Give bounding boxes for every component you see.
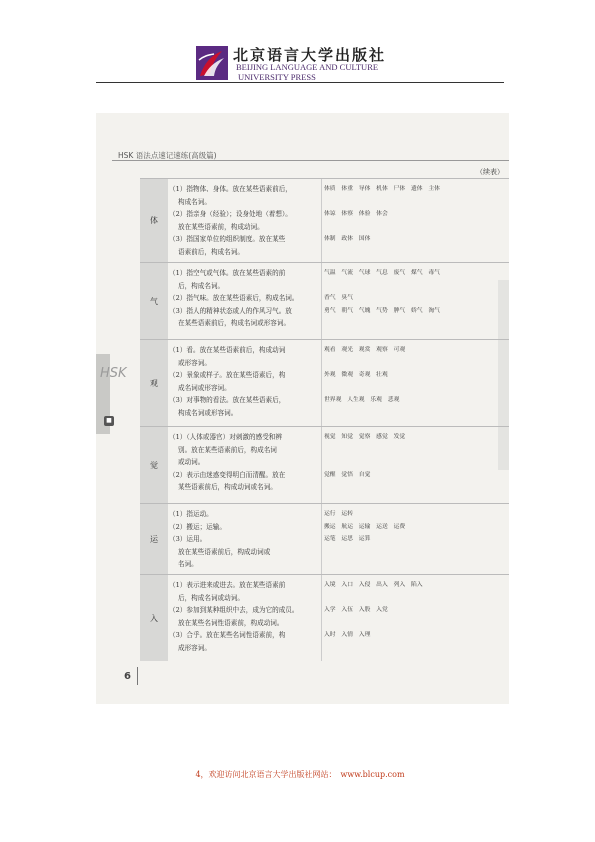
row-words — [324, 267, 506, 317]
definition-line: 放在某些语素前，构成动词。 — [178, 222, 264, 231]
definition-line: 在某些语素前后，构成名词或形容词。 — [178, 319, 291, 327]
bird-logo-icon — [196, 46, 228, 80]
table-row — [140, 263, 509, 340]
words-line — [324, 456, 506, 469]
definition-line: 构成名词或形容词。 — [178, 408, 238, 417]
column-divider — [321, 575, 322, 661]
words-line: 入境 入口 入侵 出入 列入 陷入 — [324, 582, 423, 588]
table-row — [140, 179, 509, 263]
definition-line: （1）指运动。 — [169, 510, 213, 518]
book-running-title: HSK 语法点速记速练(高级篇) — [118, 151, 217, 160]
words-line — [324, 617, 506, 630]
row-term: 体 — [140, 179, 168, 262]
row-words — [324, 344, 506, 407]
definition-line: （2）搬运；运输。 — [169, 522, 226, 531]
row-definitions — [169, 267, 319, 330]
definition-line: （2）表示由迷惑变得明白而清醒。放在 — [169, 470, 286, 479]
definition-line: （1）指空气或气体。放在某些语素的前 — [169, 269, 286, 277]
row-term: 觉 — [140, 427, 168, 503]
definition-line: （1）看。放在某些语素前后，构成动词 — [169, 346, 286, 354]
header-rule — [96, 82, 504, 83]
definition-line: （1）（人体或器官）对刺激的感受和辨 — [169, 433, 282, 441]
words-line — [324, 357, 506, 370]
table-row — [140, 427, 509, 504]
column-divider — [321, 340, 322, 426]
definition-line: 放在某些名词性语素前，构成动词。 — [178, 618, 284, 627]
definition-line: 名词。 — [178, 560, 198, 568]
publisher-name-en-line2: UNIVERSITY PRESS — [238, 72, 316, 82]
words-line: 世界观 人生观 乐观 悲观 — [324, 397, 400, 403]
words-line: 入学 入伍 入股 入党 — [324, 607, 388, 613]
row-definitions — [169, 344, 319, 419]
definition-line: 后，构成名词或动词。 — [178, 593, 244, 602]
row-term: 运 — [140, 504, 168, 574]
words-line: 体制 政体 国体 — [324, 236, 371, 242]
words-line — [324, 221, 506, 234]
row-definitions — [169, 579, 319, 654]
definition-line: （1）指物体、身体。放在某些语素前后， — [169, 185, 292, 193]
row-words — [324, 431, 506, 481]
words-line: 体质 体重 导体 机体 尸体 遗体 主体 — [324, 186, 440, 192]
definition-line: 某些语素前后，构成动词或名词。 — [178, 483, 277, 491]
definition-line: 放在某些语素前后，构成动词或 — [178, 547, 271, 556]
column-divider — [321, 263, 322, 339]
definition-line: 成名词或形容词。 — [178, 383, 231, 392]
definition-line: （3）指人的精神状态或人的作风习气。放 — [169, 306, 292, 315]
definition-line: 后，构成名词。 — [178, 281, 225, 290]
words-line: 入时 入情 入理 — [324, 632, 371, 638]
definition-line: （3）运用。 — [169, 535, 207, 543]
table-row — [140, 340, 509, 427]
words-line — [324, 280, 506, 293]
row-term: 气 — [140, 263, 168, 339]
table-row — [140, 575, 509, 661]
column-divider — [321, 179, 322, 262]
publisher-name-cn: 北京语言大学出版社 — [233, 46, 387, 64]
row-definitions — [169, 183, 319, 258]
row-words — [324, 183, 506, 246]
row-definitions — [169, 431, 319, 494]
words-line: 运行 运转 — [324, 511, 353, 517]
definition-line: 成形容词。 — [178, 643, 211, 652]
words-line: 视觉 知觉 觉察 感觉 发觉 — [324, 434, 406, 440]
table-row — [140, 504, 509, 575]
row-words — [324, 508, 506, 546]
definition-line: （1）表示进来或进去。放在某些语素前 — [169, 581, 286, 589]
definition-line: （3）合乎。放在某些名词性语素前，构 — [169, 631, 286, 639]
words-line — [324, 444, 506, 457]
definition-line: 构成名词。 — [178, 197, 211, 206]
definition-line: （2）参加到某种组织中去，成为它的成员。 — [169, 606, 299, 614]
morpheme-table — [140, 178, 509, 661]
page-number-rule — [137, 667, 138, 685]
continued-label: （续表） — [476, 168, 504, 176]
row-term: 观 — [140, 340, 168, 426]
definition-line: （2）指亲身（经验）；设身处地（着想）。 — [169, 210, 292, 218]
definition-line: （2）指气味。放在某些语素后，构成名词。 — [169, 294, 299, 302]
running-title-rule — [112, 160, 509, 161]
row-words — [324, 579, 506, 642]
words-line: 搬运 航运 运输 运送 运费 — [324, 523, 406, 530]
definition-line: 语素前后，构成名词。 — [178, 247, 244, 256]
words-line — [324, 592, 506, 605]
definition-line: 或动词。 — [178, 458, 205, 466]
publisher-name-en-line1: BEIJING LANGUAGE AND CULTURE — [236, 62, 379, 72]
words-line — [324, 196, 506, 209]
words-line: 外观 微观 奇观 壮观 — [324, 372, 388, 378]
page-number: 6 — [124, 671, 131, 682]
publisher-name-en — [236, 62, 378, 82]
words-line: 气温 气流 气球 气息 废气 煤气 毒气 — [324, 270, 440, 276]
words-line: 观看 观光 观赏 观察 可观 — [324, 347, 406, 353]
words-line: 勇气 朝气 气魄 气势 脾气 娇气 淘气 — [324, 307, 440, 314]
side-tab-marker: ■ — [104, 416, 114, 426]
row-definitions — [169, 508, 319, 571]
definition-line: （3）指国家单位的组织制度。放在某些 — [169, 235, 286, 243]
column-divider — [321, 504, 322, 574]
column-divider — [321, 427, 322, 503]
side-tab-hsk: HSK — [100, 366, 127, 381]
definition-line: （2）景象或样子。放在某些语素后，构 — [169, 371, 286, 379]
definition-line: 别。放在某些语素前后，构成名词 — [178, 445, 277, 454]
words-line: 运笔 运思 运算 — [324, 536, 371, 542]
words-line: 香气 臭气 — [324, 295, 353, 301]
row-term: 入 — [140, 575, 168, 661]
words-line: 体谅 体察 体验 体会 — [324, 211, 388, 217]
footer-note: 4，欢迎访问北京语言大学出版社网站： www.blcup.com — [195, 770, 405, 779]
definition-line: （3）对事物的看法。放在某些语素后， — [169, 396, 286, 404]
words-line — [324, 382, 506, 395]
words-line: 觉醒 觉悟 自觉 — [324, 471, 371, 478]
definition-line: 或形容词。 — [178, 358, 211, 367]
